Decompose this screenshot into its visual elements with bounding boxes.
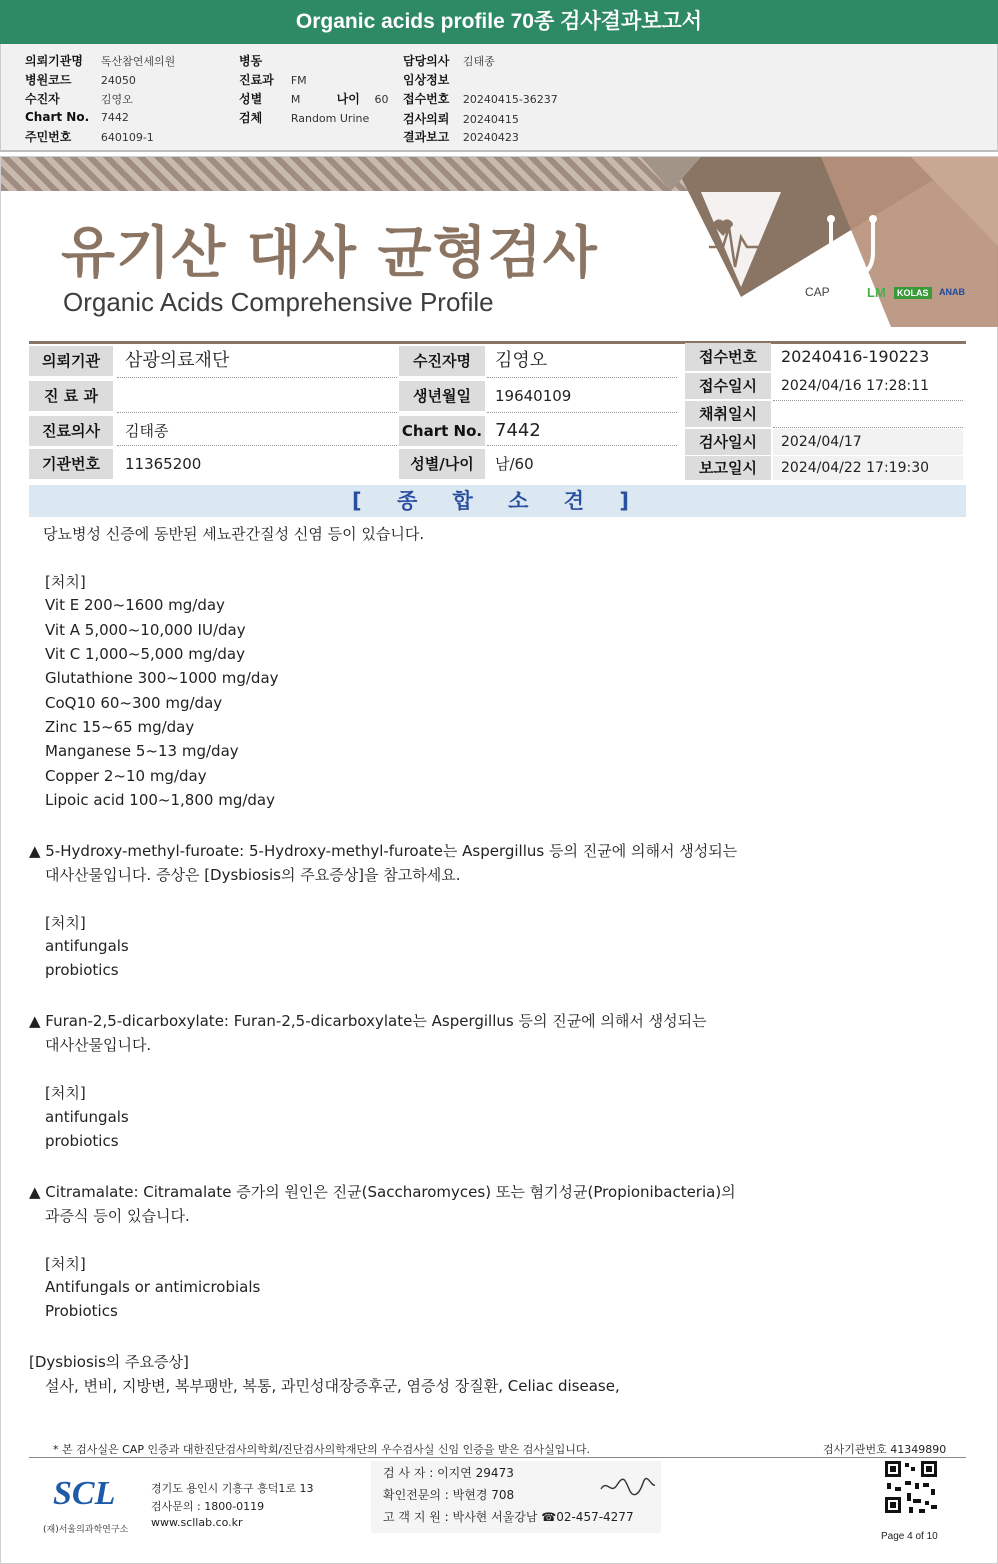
treatment-item: probiotics [45,961,119,979]
treatment-item: Antifungals or antimicrobials [45,1278,261,1296]
meta-chart-no: Chart No. 7442 [25,110,129,124]
finding-hmf-cont: 대사산물입니다. 증상은 [Dysbiosis의 주요증상]을 참고하세요. [45,866,461,884]
finding-hmf: ▲ 5-Hydroxy-methyl-furoate: 5-Hydroxy-methyl-furoate는 Aspergillus 등의 진균에 의해서 생성되는 [29,842,738,860]
org-website[interactable]: www.scllab.co.kr [151,1516,243,1529]
dysbiosis-text: 설사, 변비, 지방변, 복부팽반, 복통, 과민성대장증후군, 염증성 장질환, Celiac disease, [45,1377,620,1395]
treatment-item: Vit C 1,000~5,000 mg/day [45,645,245,663]
meta-result-report: 결과보고 20240423 [403,130,519,144]
scl-logo: SCL [53,1475,116,1512]
org-name: (재)서울의과학연구소 [43,1525,129,1535]
label-receipt-no: 접수번호 [685,343,771,371]
meta-department: 진료과 FM [239,73,307,87]
label-doctor: 진료의사 [29,416,113,446]
treatment-label: [처치] [45,1255,86,1273]
value-doctor: 김태종 [125,422,169,440]
meta-ward: 병동 [239,54,263,68]
meta-clinical-info: 임상정보 [403,73,450,87]
value-collect-time [773,401,963,427]
value-receipt-no: 20240416-190223 [781,347,930,366]
org-address: 경기도 용인시 기흥구 흥덕1로 13 [151,1482,314,1495]
label-inst-no: 기관번호 [29,449,113,479]
kolas-mark: KOLAS [894,287,932,299]
page-number: Page 4 of 10 [881,1531,938,1542]
meta-specimen: 검체 Random Urine [239,111,370,125]
treatment-item: antifungals [45,937,129,955]
label-collect-time: 채취일시 [685,401,771,427]
banner-stripe [1,157,701,191]
treatment-item: Probiotics [45,1302,118,1320]
finding-citramalate: ▲ Citramalate: Citramalate 증가의 원인은 진균(Saccharomyces) 또는 혐기성균(Propionibacteria)의 [29,1183,736,1201]
treatment-item: Zinc 15~65 mg/day [45,718,195,736]
label-test-date: 검사일시 [685,429,771,455]
signature-icon [599,1475,657,1499]
anab-mark: ANAB [939,287,965,297]
treatment-item: Lipoic acid 100~1,800 mg/day [45,791,275,809]
report-meta [0,44,998,152]
finding-furan-cont: 대사산물입니다. [45,1036,152,1054]
title-english: Organic Acids Comprehensive Profile [63,287,494,317]
meta-hospital: 의뢰기관명 독산참연세의원 [25,54,176,68]
label-birth: 생년월일 [399,381,485,411]
lab-inst-no: 검사기관번호 41349890 [823,1443,947,1456]
value-sex-age: 남/60 [495,455,534,473]
banner [1,157,998,327]
value-test-date: 2024/04/17 [773,429,963,455]
confirmer: 확인전문의 : 박현경 708 [383,1488,515,1502]
label-department: 진 료 과 [29,381,113,411]
label-receipt-time: 접수일시 [685,373,771,399]
finding-furan: ▲ Furan-2,5-dicarboxylate: Furan-2,5-dicarboxylate는 Aspergillus 등의 진균에 의해서 생성되는 [29,1012,707,1030]
treatment-item: Glutathione 300~1000 mg/day [45,669,279,687]
report-page [0,156,998,1564]
value-inst-no: 11365200 [125,455,202,473]
value-birth: 19640109 [495,387,572,405]
tester: 검 사 자 : 이지연 29473 [383,1466,514,1480]
treatment-item: probiotics [45,1132,119,1150]
finding-citramalate-cont: 과증식 등이 있습니다. [45,1207,190,1225]
meta-sex: 성별 M 나이 60 [239,92,389,106]
treatment-item: Manganese 5~13 mg/day [45,742,239,760]
value-receipt-time: 2024/04/16 17:28:11 [781,378,930,394]
certification-note: * 본 검사실은 CAP 인증과 대한진단검사의학회/진단검사의학재단의 우수검사실 신임 인증을 받은 검사실입니다. [53,1443,591,1456]
value-chart: 7442 [495,420,541,441]
patient-info-table [29,341,966,481]
meta-patient: 수진자 김영오 [25,92,133,106]
summary-title: [ 종 합 소 견 ] [29,485,966,517]
label-institution: 의뢰기관 [29,346,113,376]
treatment-item: CoQ10 60~300 mg/day [45,694,223,712]
treatment-label: [처치] [45,1084,86,1102]
intro-text: 당뇨병성 신증에 동반된 세뇨관간질성 신염 등이 있습니다. [43,525,425,543]
dysbiosis-title: [Dysbiosis의 주요증상] [29,1353,189,1371]
customer-support: 고 객 지 원 : 박사현 서울강남 ☎02-457-4277 [383,1510,634,1524]
meta-receipt-no: 접수번호 20240415-36237 [403,92,558,106]
label-report-time: 보고일시 [685,456,771,480]
banner-graphic [641,157,998,327]
meta-test-request: 검사의뢰 20240415 [403,112,519,126]
value-department [117,381,397,411]
report-title: Organic acids profile 70종 검사결과보고서 [0,0,998,44]
lm-mark: LM [867,285,886,300]
label-sex-age: 성별/나이 [399,449,485,479]
treatment-item: Copper 2~10 mg/day [45,767,207,785]
label-patient: 수진자명 [399,346,485,376]
meta-resident-no: 주민번호 640109-1 [25,130,154,144]
treatment-item: Vit E 200~1600 mg/day [45,596,225,614]
treatment-item: antifungals [45,1108,129,1126]
title-korean: 유기산 대사 균형검사 [61,221,598,286]
treatment-label: [처치] [45,914,86,932]
meta-hospital-code: 병원코드 24050 [25,73,136,87]
qr-code-icon [883,1459,939,1515]
treatment-item: Vit A 5,000~10,000 IU/day [45,621,246,639]
cap-mark: CAP [805,285,830,299]
value-report-time: 2024/04/22 17:19:30 [773,456,963,480]
label-chart: Chart No. [399,416,485,446]
value-institution: 삼광의료재단 [125,350,230,371]
org-phone: 검사문의 : 1800-0119 [151,1500,265,1513]
meta-doctor: 담당의사 김태종 [403,54,495,68]
treatment-label: [처치] [45,573,86,591]
value-patient: 김영오 [495,350,548,371]
